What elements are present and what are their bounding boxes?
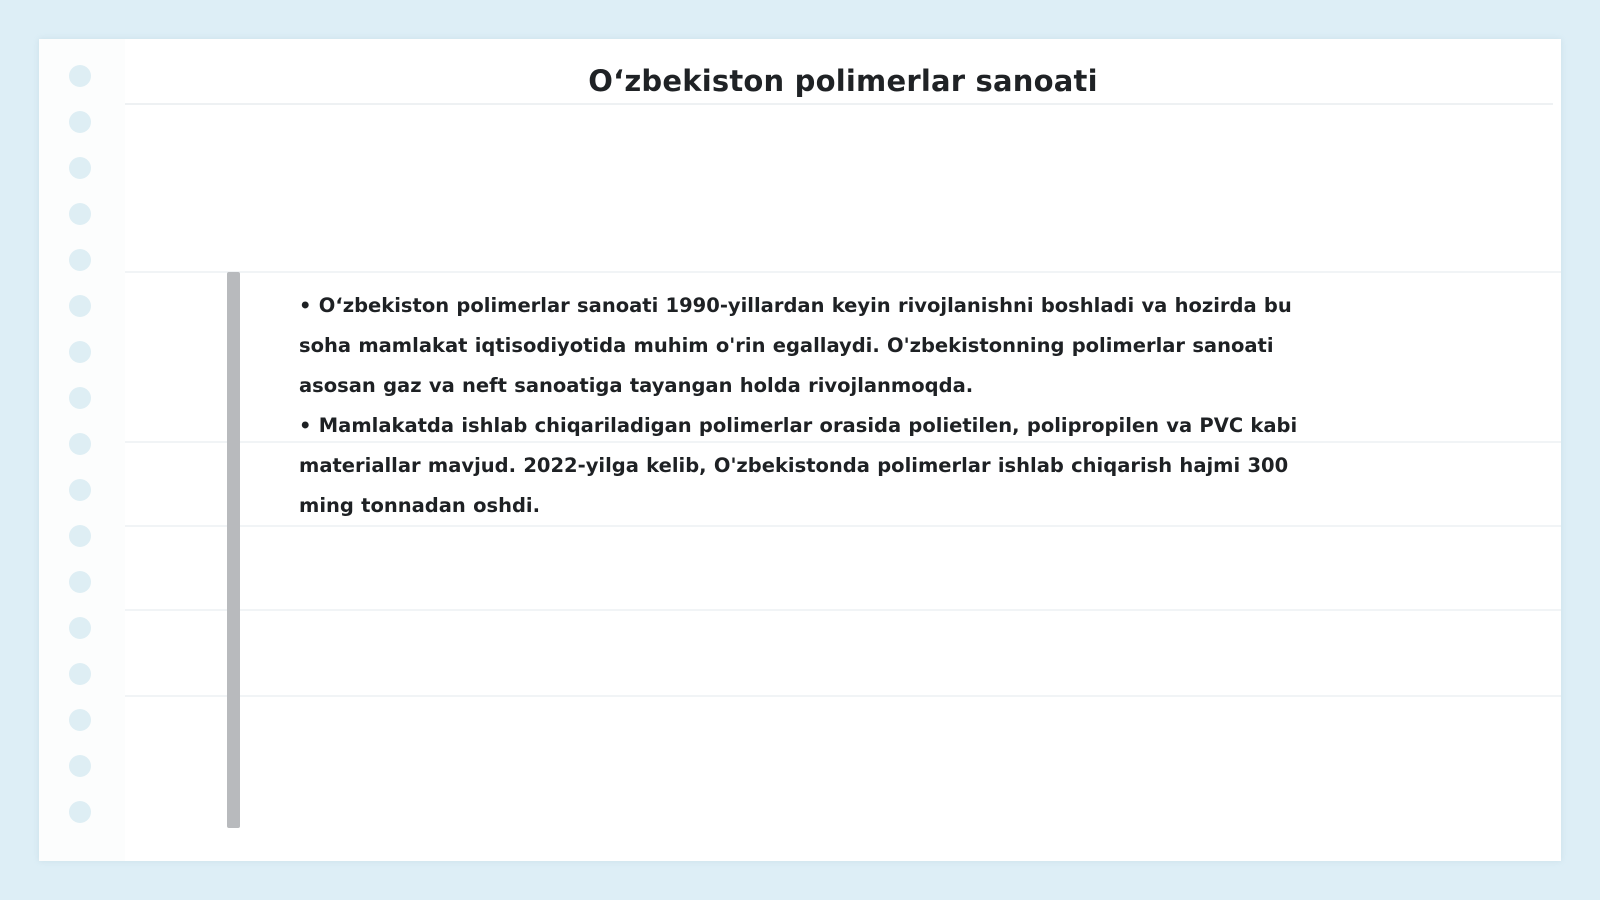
accent-bar xyxy=(227,272,240,828)
binder-hole xyxy=(69,571,91,593)
binder-hole xyxy=(69,249,91,271)
binder-hole xyxy=(69,617,91,639)
binder-hole xyxy=(69,111,91,133)
binder-hole xyxy=(69,801,91,823)
bullet-paragraph: • O‘zbekiston polimerlar sanoati 1990-yillardan keyin rivojlanishni boshladi va hozirda bu soha mamlakat iqtisodiyotida muhim o'rin egallaydi. O'zbekistonning polimerlar sanoati asosan gaz va neft sanoatiga tayangan holda rivojlanmoqda. xyxy=(299,294,1292,397)
ruled-line xyxy=(125,695,1561,697)
binder-hole xyxy=(69,479,91,501)
binder-hole xyxy=(69,387,91,409)
binder-hole xyxy=(69,157,91,179)
notebook-paper xyxy=(39,39,1561,861)
ruled-line xyxy=(125,271,1561,273)
binder-hole xyxy=(69,433,91,455)
binder-hole xyxy=(69,295,91,317)
binder-hole xyxy=(69,525,91,547)
binder-hole xyxy=(69,203,91,225)
bullet-paragraph: • Mamlakatda ishlab chiqariladigan polimerlar orasida polietilen, polipropilen va PVC kabi materiallar mavjud. 2022-yilga kelib, O'zbekistonda polimerlar ishlab chiqarish hajmi 300 ming tonnadan oshdi. xyxy=(299,414,1298,517)
binder-margin xyxy=(39,39,125,861)
content-block xyxy=(299,286,1309,526)
page-title: O‘zbekiston polimerlar sanoati xyxy=(588,64,1098,98)
binder-hole xyxy=(69,663,91,685)
title-divider xyxy=(125,103,1553,105)
binder-hole xyxy=(69,709,91,731)
ruled-line xyxy=(125,609,1561,611)
binder-hole xyxy=(69,755,91,777)
binder-hole xyxy=(69,65,91,87)
binder-hole xyxy=(69,341,91,363)
